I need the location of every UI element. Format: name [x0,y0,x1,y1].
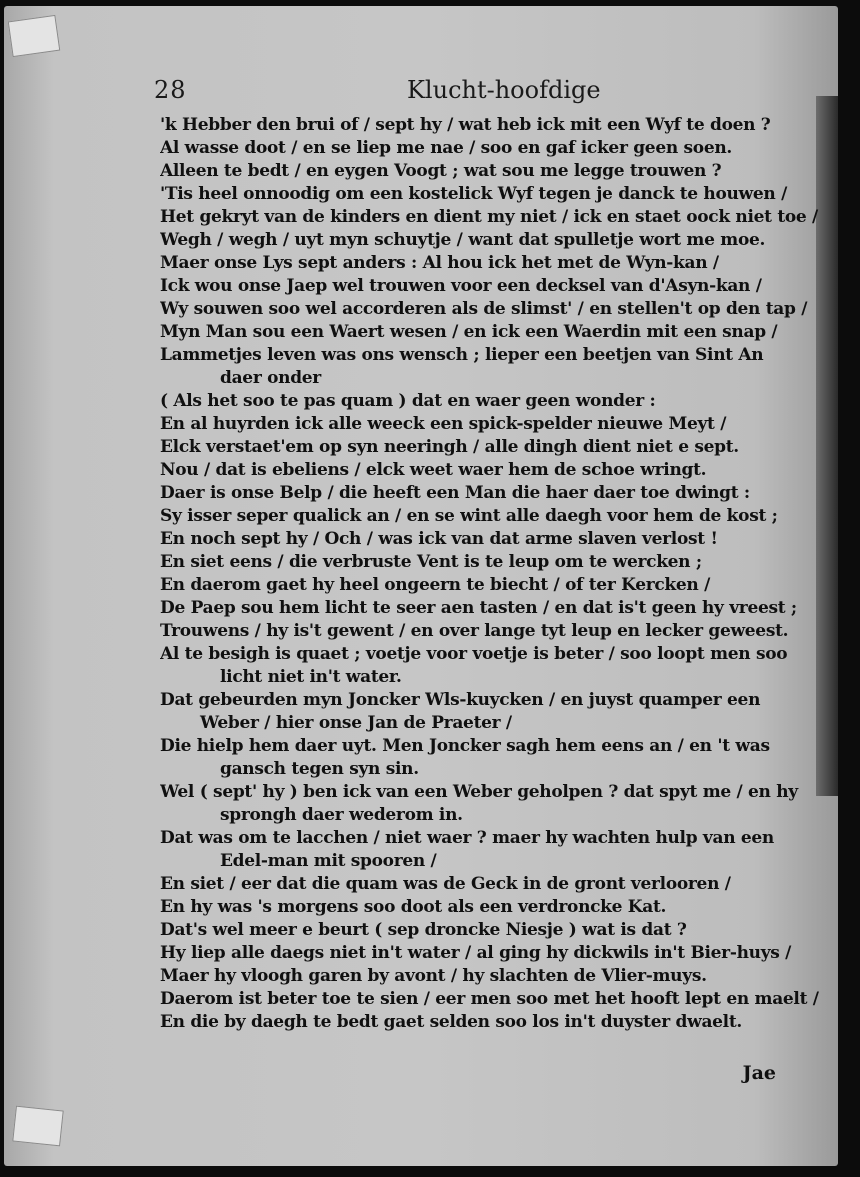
text-line: Al te besigh is quaet ; voetje voor voetje is beter / soo loopt men soo [160,644,788,664]
text-line: Maer hy vloogh garen by avont / hy slachten de Vlier-muys. [160,966,707,986]
text-line: Edel-man mit spooren / [220,851,437,871]
text-line: Myn Man sou een Waert wesen / en ick een Waerdin mit een snap / [160,322,778,342]
text-line: De Paep sou hem licht te seer aen tasten / en dat is't geen hy vreest ; [160,598,797,618]
text-line: 'Tis heel onnoodig om een kostelick Wyf tegen je danck te houwen / [160,184,787,204]
text-line: Wegh / wegh / uyt myn schuytje / want dat spulletje wort me moe. [160,230,766,250]
text-line: En al huyrden ick alle weeck een spick-spelder nieuwe Meyt / [160,414,727,434]
text-line: Ick wou onse Jaep wel trouwen voor een decksel van d'Asyn-kan / [160,276,762,296]
text-line: Die hielp hem daer uyt. Men Joncker sagh hem eens an / en 't was [160,736,770,756]
text-line: Weber / hier onse Jan de Praeter / [200,713,512,733]
page-number: 28 [154,76,187,104]
text-line: Daerom ist beter toe te sien / eer men soo met het hooft lept en maelt / [160,989,819,1009]
text-line: Trouwens / hy is't gewent / en over lange tyt leup en lecker geweest. [160,621,789,641]
text-line: Lammetjes leven was ons wensch ; lieper een beetjen van Sint An [160,345,764,365]
page-corner-tab [8,15,61,57]
text-line: Dat gebeurden myn Joncker Wls-kuycken / en juyst quamper een [160,690,761,710]
text-line: En daerom gaet hy heel ongeern te biecht / of ter Kercken / [160,575,710,595]
text-line: Nou / dat is ebeliens / elck weet waer hem de schoe wringt. [160,460,707,480]
page-corner-tab [12,1106,64,1147]
text-line: Dat was om te lacchen / niet waer ? maer hy wachten hulp van een [160,828,774,848]
text-line: ( Als het soo te pas quam ) dat en waer geen wonder : [160,391,656,411]
text-line: Wel ( sept' hy ) ben ick van een Weber geholpen ? dat spyt me / en hy [160,782,798,802]
text-line: Daer is onse Belp / die heeft een Man die haer daer toe dwingt : [160,483,750,503]
text-line: sprongh daer wederom in. [220,805,463,825]
text-line: Alleen te bedt / en eygen Voogt ; wat sou me legge trouwen ? [160,161,722,181]
text-line: Maer onse Lys sept anders : Al hou ick het met de Wyn-kan / [160,253,719,273]
text-line: En hy was 's morgens soo doot als een verdroncke Kat. [160,897,667,917]
text-line: Sy isser seper qualick an / en se wint alle daegh voor hem de kost ; [160,506,778,526]
text-line: Al wasse doot / en se liep me nae / soo en gaf icker geen soen. [160,138,733,158]
text-line: daer onder [220,368,321,388]
text-line: licht niet in't water. [220,667,402,687]
text-line: En noch sept hy / Och / was ick van dat arme slaven verlost ! [160,529,718,549]
text-line: gansch tegen syn sin. [220,759,419,779]
text-line: Wy souwen soo wel accorderen als de slimst' / en stellen't op den tap / [160,299,808,319]
running-head: Klucht-hoofdige [407,76,601,104]
page-header [4,72,838,108]
text-line: Elck verstaet'em op syn neeringh / alle dingh dient niet e sept. [160,437,739,457]
poem-text-block [160,114,820,1034]
book-page [4,6,838,1166]
text-line: En siet eens / die verbruste Vent is te leup om te wercken ; [160,552,702,572]
text-line: Dat's wel meer e beurt ( sep droncke Niesje ) wat is dat ? [160,920,687,940]
text-line: En siet / eer dat die quam was de Geck in de gront verlooren / [160,874,731,894]
text-line: 'k Hebber den brui of / sept hy / wat heb ick mit een Wyf te doen ? [160,115,771,135]
text-line: Hy liep alle daegs niet in't water / al ging hy dickwils in't Bier-huys / [160,943,792,963]
text-line: En die by daegh te bedt gaet selden soo los in't duyster dwaelt. [160,1012,743,1032]
text-line: Het gekryt van de kinders en dient my niet / ick en staet oock niet toe / [160,207,818,227]
catchword: Jae [742,1062,776,1084]
